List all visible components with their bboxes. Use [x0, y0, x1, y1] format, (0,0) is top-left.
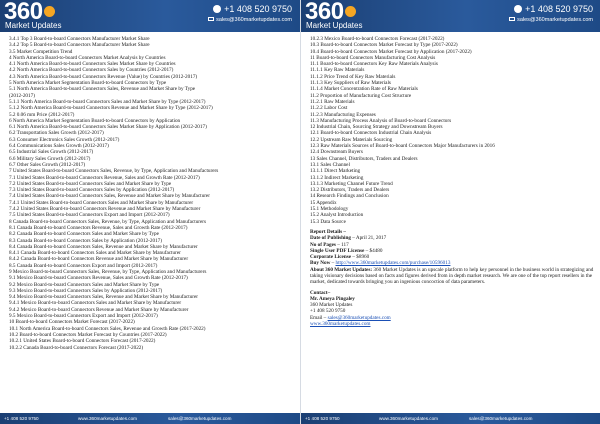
footer-phone: +1 408 520 9750 [305, 416, 340, 421]
toc-item: 9.3 Mexico Board-to-board Connectors Sales by Application (2012-2017) [9, 287, 163, 294]
toc-item: 10 Board-to-board Connectors Market Forecast (2017-2022) [9, 319, 135, 326]
logo-number: 360 [4, 0, 43, 25]
toc-item: 10.3 Board-to-board Connectors Market Forecast by Type (2017-2022) [310, 42, 458, 49]
toc-item: 9.1 Mexico Board-to-board Connectors Revenue, Sales and Growth Rate (2012-2017) [9, 275, 188, 282]
toc-item: 3.4.1 Top 3 Board-to-board Connectors Manufacturer Market Share [9, 36, 150, 42]
toc-item: 9.4.1 Mexico Board-to-board Connectors Sales and Market Share by Manufacturer [9, 300, 182, 307]
toc-item: 6.6 Military Sales Growth (2012-2017) [9, 155, 91, 162]
toc-item: 7.2 United States Board-to-board Connectors Sales and Market Share by Type [9, 180, 172, 187]
toc-item: 9 Mexico Board-to-board Connectors Sales, Revenue, by Type, Application and Manufacturers [9, 268, 207, 275]
toc-list-left [9, 36, 294, 351]
toc-item: 4.2 North America Board-to-board Connectors Sales by Countries (2012-2017) [9, 67, 174, 74]
toc-item: 11.2.1 Raw Materials [310, 98, 355, 105]
toc-item: 6 North America Market Segmentation Board-to-board Connectors by Application [9, 117, 181, 124]
contact-website-link[interactable]: www.360marketupdates.com [310, 321, 371, 328]
header-email[interactable]: sales@360marketupdates.com [216, 17, 292, 23]
toc-item: 8.4 Canada Board-to-board Connectors Sales, Revenue and Market Share by Manufacturer [9, 243, 198, 250]
footer-bar [301, 413, 600, 424]
mail-icon [208, 17, 214, 21]
toc-item: 8.4.1 Canada Board-to-board Connectors Sales and Market Share by Manufacturer [9, 250, 181, 257]
toc-item: 15.2 Analyst Introduction [310, 212, 364, 219]
toc-list-right [310, 36, 594, 225]
about-paragraph: About 360 Market Updates: 360 Market Updates is an upscale platform to help key personnel in the business world in strategizing and taking visionary decisions based on facts and figures derived from in depth market research. We are one of the top report resellers in the market, dedicated towards bringing you an ingenious concoction of data parameters. [310, 266, 594, 286]
toc-item: 8 Canada Board-to-board Connectors Sales, Revenue, by Type, Application and Manufacturers [9, 218, 207, 225]
logo [305, 1, 387, 31]
toc-item: 13.1.1 Direct Marketing [310, 168, 361, 175]
toc-item: 9.4 Mexico Board-to-board Connectors Sales, Revenue and Market Share by Manufacturer [9, 294, 198, 301]
toc-item: 12.2 Upstream Raw Materials Sourcing [310, 136, 393, 143]
toc-item: (2012-2017) [9, 92, 35, 99]
toc-item: 9.2 Mexico Board-to-board Connectors Sales and Market Share by Type [9, 281, 160, 288]
toc-item: 5.1.2 North America Board-to-board Connectors Revenue and Market Share by Type (2012-2017) [9, 105, 213, 112]
toc-item: 3.4.2 Top 5 Board-to-board Connectors Manufacturer Market Share [9, 42, 150, 49]
toc-item: 15.3 Data Source [310, 218, 346, 225]
toc-item: 15.1 Methodology [310, 206, 349, 213]
logo-number: 360 [305, 0, 344, 25]
report-single-license: Single User PDF License – $4480 [310, 247, 383, 254]
footer-website[interactable]: www.360marketupdates.com [379, 416, 438, 421]
report-buy-now: Buy Now – http://www.360marketupdates.com/purchase/10596013 [310, 260, 451, 267]
toc-item: 6.1 North America Board-to-board Connectors Sales Market Share by Application (2012-2017) [9, 124, 207, 131]
toc-item: 4 North America Board-to-board Connectors Market Analysis by Countries [9, 54, 166, 61]
toc-item: 8.3 Canada Board-to-board Connectors Sales by Application (2012-2017) [9, 237, 162, 244]
header-contact [208, 4, 292, 23]
toc-item: 8.5 Canada Board-to-board Connectors Export and Import (2012-2017) [9, 262, 158, 269]
toc-item: 11.2.2 Labor Cost [310, 105, 348, 112]
report-pages: No of Pages – 117 [310, 241, 349, 248]
toc-item: 11.1.1 Key Raw Materials [310, 67, 365, 74]
report-date: Date of Publishing – April 21, 2017 [310, 235, 387, 242]
toc-item: 3.5 Market Competition Trend [9, 48, 73, 55]
toc-item: 7 United States Board-to-board Connectors Sales, Revenue, by Type, Application and Manufacturers [9, 168, 219, 175]
toc-item: 11.1.3 Key Suppliers of Raw Materials [310, 80, 391, 87]
contact-email: Email – sales@360marketupdates.com [310, 314, 391, 321]
footer-email[interactable]: sales@360marketupdates.com [168, 416, 232, 421]
phone-icon [514, 5, 522, 13]
header-phone: +1 408 520 9750 [224, 4, 292, 14]
toc-item: 5.1.1 North America Board-to-board Connectors Sales and Market Share by Type (2012-2017) [9, 98, 206, 105]
toc-item: 8.2 Canada Board-to-board Connectors Sales and Market Share by Type [9, 231, 159, 238]
toc-item: 13.1 Sales Channel [310, 161, 350, 168]
toc-item: 6.2 Transportation Sales Growth (2012-2017) [9, 130, 104, 137]
toc-item: 12.3 Raw Materials Sources of Board-to-board Connectors Major Manufacturers in 2016 [310, 143, 495, 150]
toc-item: 15 Appendix [310, 199, 337, 206]
logo-subtitle: Market Updates [306, 21, 363, 30]
toc-item: 9.4.2 Mexico Board-to-board Connectors Revenue and Market Share by Manufacturer [9, 306, 189, 313]
toc-item: 10.4 Board-to-board Connectors Market Forecast by Application (2017-2022) [310, 48, 472, 55]
contact-phone: +1 408 520 9750 [310, 308, 346, 315]
toc-item: 6.4 Communications Sales Growth (2012-2017) [9, 143, 109, 150]
toc-item: 10.2.1 United States Board-to-board Connectors Forecast (2017-2022) [9, 338, 156, 345]
toc-item: 5 North America Market Segmentation Board-to-board Connectors by Type [9, 80, 167, 87]
toc-item: 10.2.3 Mexico Board-to-board Connectors Forecast (2017-2022) [310, 36, 445, 42]
toc-item: 10.2 Board-to-board Connectors Market Forecast by Countries (2017-2022) [9, 331, 167, 338]
toc-item: 8.1 Canada Board-to-board Connectors Revenue, Sales and Growth Rate (2012-2017) [9, 224, 188, 231]
toc-item: 10.2.2 Canada Board-to-board Connectors Forecast (2017-2022) [9, 344, 144, 351]
toc-item: 11.1.4 Market Concentration Rate of Raw Materials [310, 86, 418, 93]
toc-item: 10.1 North America Board-to-board Connectors Sales, Revenue and Growth Rate (2017-2022) [9, 325, 206, 332]
toc-item: 12.1 Board-to-board Connectors Industrial Chain Analysis [310, 130, 432, 137]
contact-name: Mr. Ameya Pingaley [310, 295, 355, 302]
toc-item: 5.2 0.06 mm Price (2012-2017) [9, 111, 75, 118]
buy-now-link[interactable]: http://www.360marketupdates.com/purchase/10596013 [335, 260, 451, 267]
toc-item: 14 Research Findings and Conclusion [310, 193, 389, 200]
toc-item: 9.5 Mexico Board-to-board Connectors Export and Import (2012-2017) [9, 313, 158, 320]
footer-bar [0, 413, 300, 424]
toc-item: 7.4 United States Board-to-board Connectors Sales, Revenue and Market Share by Manufacturer [9, 193, 210, 200]
toc-item: 11.1.2 Price Trend of Key Raw Materials [310, 73, 396, 80]
toc-item: 7.5 United States Board-to-board Connectors Export and Import (2012-2017) [9, 212, 170, 219]
phone-icon [213, 5, 221, 13]
toc-item: 6.5 Industrial Sales Growth (2012-2017) [9, 149, 94, 156]
toc-item: 13.1.2 Indirect Marketing [310, 174, 364, 181]
report-corporate-license: Corporate License – $8960 [310, 254, 370, 261]
toc-item: 12 Industrial Chain, Sourcing Strategy and Downstream Buyers [310, 124, 443, 131]
toc-item: 6.3 Consumer Electronics Sales Growth (2012-2017) [9, 136, 120, 143]
toc-item: 13 Sales Channel, Distributors, Traders and Dealers [310, 155, 418, 162]
toc-item: 4.1 North America Board-to-board Connectors Sales Market Share by Countries [9, 61, 176, 68]
toc-item: 11 Board-to-board Connectors Manufacturing Cost Analysis [310, 54, 436, 61]
footer-phone: +1 408 520 9750 [4, 416, 39, 421]
toc-item: 4.3 North America Board-to-board Connectors Revenue (Value) by Countries (2012-2017) [9, 73, 198, 80]
footer-website[interactable]: www.360marketupdates.com [78, 416, 137, 421]
toc-item: 5.1 North America Board-to-board Connectors Sales, Revenue and Market Share by Type [9, 86, 196, 93]
footer-email[interactable]: sales@360marketupdates.com [469, 416, 533, 421]
contact-email-link[interactable]: sales@360marketupdates.com [327, 314, 391, 321]
toc-item: 11.3 Manufacturing Process Analysis of Board-to-board Connectors [310, 117, 452, 124]
toc-item: 11.2.3 Manufacturing Expenses [310, 111, 376, 118]
toc-item: 7.1 United States Board-to-board Connectors Revenue, Sales and Growth Rate (2012-2017) [9, 174, 200, 181]
toc-item: 11.1 Board-to-board Connectors Key Raw Materials Analysis [310, 61, 438, 68]
toc-item: 7.3 United States Board-to-board Connectors Sales by Application (2012-2017) [9, 187, 175, 194]
header-phone: +1 408 520 9750 [525, 4, 593, 14]
logo [4, 1, 86, 31]
report-heading: Report Details – [310, 228, 347, 235]
toc-item: 11.2 Proportion of Manufacturing Cost Structure [310, 92, 412, 99]
contact-heading: Contact– [310, 289, 331, 296]
right-page [300, 0, 600, 424]
toc-item: 7.4.1 United States Board-to-board Connectors Sales and Market Share by Manufacturer [9, 199, 194, 206]
logo-subtitle: Market Updates [5, 21, 62, 30]
toc-item: 8.4.2 Canada Board-to-board Connectors Revenue and Market Share by Manufacturer [9, 256, 189, 263]
toc-item: 7.4.2 United States Board-to-board Connectors Revenue and Market Share by Manufacturer [9, 206, 201, 213]
header-contact [509, 4, 593, 23]
toc-item: 13.2 Distributors, Traders and Dealers [310, 187, 390, 194]
logo-dot-icon [345, 6, 356, 17]
toc-item: 6.7 Other Sales Growth (2012-2017) [9, 161, 86, 168]
right-content [310, 36, 594, 327]
header-bar [0, 0, 300, 32]
toc-item: 12.4 Downstream Buyers [310, 149, 363, 156]
header-email[interactable]: sales@360marketupdates.com [517, 17, 593, 23]
logo-dot-icon [44, 6, 55, 17]
contact-company: 360 Market Updates [310, 302, 353, 309]
mail-icon [509, 17, 515, 21]
toc-item: 13.1.3 Marketing Channel Future Trend [310, 180, 393, 187]
header-bar [301, 0, 600, 32]
